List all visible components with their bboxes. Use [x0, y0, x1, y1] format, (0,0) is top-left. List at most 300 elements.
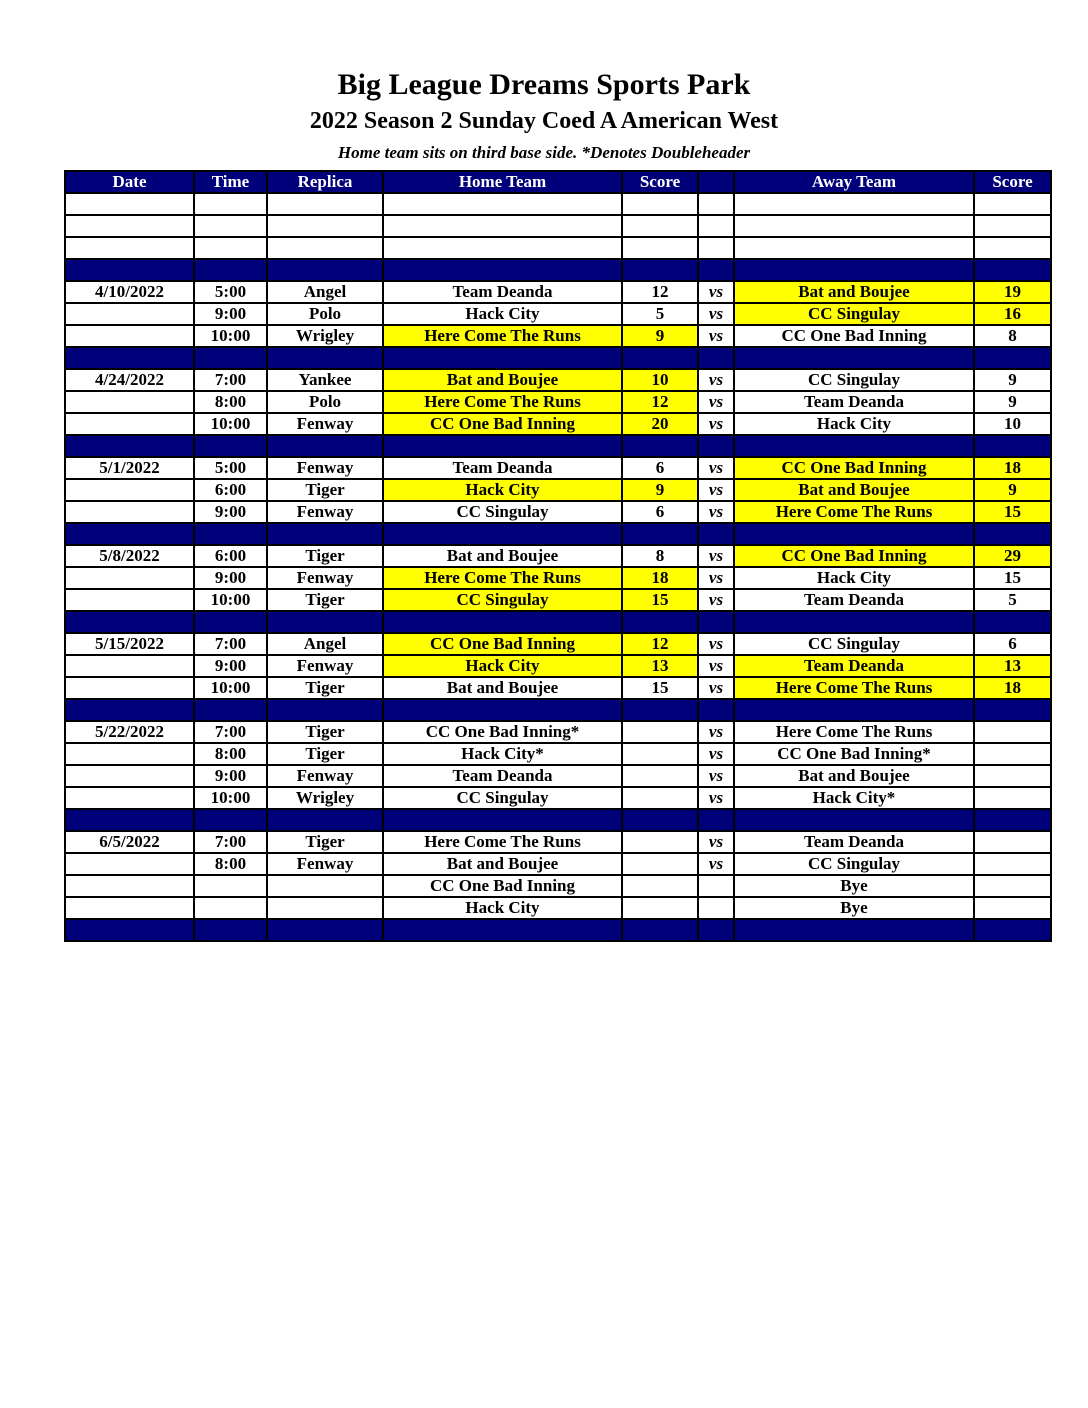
away-score-cell: 16	[974, 303, 1051, 325]
vs-cell: vs	[698, 281, 734, 303]
blank-cell	[698, 215, 734, 237]
game-row	[65, 567, 1051, 589]
time-cell: 9:00	[194, 655, 267, 677]
blank-cell	[383, 215, 622, 237]
home-score-cell	[622, 853, 698, 875]
replica-cell: Yankee	[267, 369, 383, 391]
date-cell	[65, 787, 194, 809]
time-cell: 7:00	[194, 633, 267, 655]
away-team-cell: CC Singulay	[734, 369, 974, 391]
time-cell: 7:00	[194, 369, 267, 391]
home-score-cell	[622, 743, 698, 765]
separator-cell	[383, 523, 622, 545]
away-score-cell	[974, 765, 1051, 787]
time-cell: 10:00	[194, 677, 267, 699]
col-home-score: Score	[622, 171, 698, 193]
time-cell: 7:00	[194, 831, 267, 853]
home-team-cell: Here Come The Runs	[383, 325, 622, 347]
separator-cell	[194, 347, 267, 369]
vs-cell: vs	[698, 567, 734, 589]
game-row	[65, 501, 1051, 523]
separator-cell	[267, 259, 383, 281]
away-team-cell: Bye	[734, 897, 974, 919]
blank-cell	[974, 237, 1051, 259]
replica-cell: Fenway	[267, 457, 383, 479]
vs-cell: vs	[698, 545, 734, 567]
replica-cell	[267, 897, 383, 919]
game-row	[65, 413, 1051, 435]
blank-cell	[734, 237, 974, 259]
separator-cell	[194, 611, 267, 633]
blank-cell	[974, 193, 1051, 215]
game-row	[65, 633, 1051, 655]
home-team-cell: Bat and Boujee	[383, 545, 622, 567]
blank-cell	[622, 193, 698, 215]
date-cell	[65, 765, 194, 787]
separator-cell	[622, 347, 698, 369]
separator-cell	[622, 699, 698, 721]
separator-cell	[65, 523, 194, 545]
away-score-cell: 15	[974, 501, 1051, 523]
away-score-cell: 9	[974, 391, 1051, 413]
separator-cell	[383, 435, 622, 457]
vs-cell: vs	[698, 457, 734, 479]
vs-cell: vs	[698, 325, 734, 347]
time-cell: 5:00	[194, 281, 267, 303]
date-cell	[65, 479, 194, 501]
separator-cell	[974, 919, 1051, 941]
away-team-cell: Team Deanda	[734, 655, 974, 677]
home-team-cell: Here Come The Runs	[383, 567, 622, 589]
date-cell	[65, 501, 194, 523]
vs-cell: vs	[698, 479, 734, 501]
away-team-cell: CC One Bad Inning	[734, 325, 974, 347]
vs-cell: vs	[698, 303, 734, 325]
home-score-cell	[622, 897, 698, 919]
away-score-cell	[974, 787, 1051, 809]
game-row	[65, 853, 1051, 875]
home-team-cell: Hack City	[383, 479, 622, 501]
time-cell: 8:00	[194, 391, 267, 413]
home-score-cell: 15	[622, 589, 698, 611]
vs-cell: vs	[698, 721, 734, 743]
separator-cell	[698, 611, 734, 633]
time-cell: 6:00	[194, 545, 267, 567]
separator-cell	[383, 611, 622, 633]
away-score-cell: 6	[974, 633, 1051, 655]
replica-cell: Angel	[267, 633, 383, 655]
blank-cell	[383, 193, 622, 215]
away-score-cell: 18	[974, 677, 1051, 699]
home-team-cell: Hack City	[383, 303, 622, 325]
home-team-cell: Hack City	[383, 897, 622, 919]
date-cell: 4/24/2022	[65, 369, 194, 391]
page-title: Big League Dreams Sports Park	[337, 68, 751, 101]
separator-cell	[974, 435, 1051, 457]
home-team-cell: CC Singulay	[383, 501, 622, 523]
separator-cell	[698, 347, 734, 369]
game-row	[65, 545, 1051, 567]
separator-row	[65, 347, 1051, 369]
replica-cell: Fenway	[267, 765, 383, 787]
separator-cell	[267, 809, 383, 831]
vs-cell: vs	[698, 831, 734, 853]
home-score-cell: 10	[622, 369, 698, 391]
separator-cell	[734, 611, 974, 633]
col-vs	[698, 171, 734, 193]
replica-cell: Polo	[267, 303, 383, 325]
replica-cell: Tiger	[267, 743, 383, 765]
time-cell: 6:00	[194, 479, 267, 501]
away-score-cell: 15	[974, 567, 1051, 589]
separator-cell	[698, 699, 734, 721]
schedule-body	[65, 193, 1051, 941]
date-cell	[65, 413, 194, 435]
time-cell: 10:00	[194, 413, 267, 435]
blank-cell	[974, 215, 1051, 237]
time-cell: 9:00	[194, 567, 267, 589]
away-team-cell: CC One Bad Inning	[734, 457, 974, 479]
separator-cell	[622, 611, 698, 633]
vs-cell	[698, 875, 734, 897]
separator-cell	[267, 611, 383, 633]
separator-cell	[383, 347, 622, 369]
time-cell: 10:00	[194, 589, 267, 611]
time-cell: 9:00	[194, 765, 267, 787]
date-cell	[65, 853, 194, 875]
time-cell: 9:00	[194, 303, 267, 325]
time-cell: 10:00	[194, 787, 267, 809]
col-away-team: Away Team	[734, 171, 974, 193]
home-score-cell	[622, 765, 698, 787]
separator-cell	[974, 611, 1051, 633]
vs-cell: vs	[698, 765, 734, 787]
separator-cell	[267, 523, 383, 545]
separator-cell	[194, 523, 267, 545]
home-score-cell: 12	[622, 391, 698, 413]
home-score-cell: 20	[622, 413, 698, 435]
vs-cell: vs	[698, 677, 734, 699]
away-team-cell: Bat and Boujee	[734, 765, 974, 787]
home-score-cell: 12	[622, 281, 698, 303]
home-team-cell: Here Come The Runs	[383, 831, 622, 853]
replica-cell: Wrigley	[267, 325, 383, 347]
blank-row	[65, 193, 1051, 215]
game-row	[65, 589, 1051, 611]
home-team-cell: Team Deanda	[383, 457, 622, 479]
replica-cell: Polo	[267, 391, 383, 413]
separator-row	[65, 259, 1051, 281]
away-score-cell: 9	[974, 369, 1051, 391]
separator-row	[65, 523, 1051, 545]
separator-cell	[698, 259, 734, 281]
time-cell: 8:00	[194, 743, 267, 765]
away-team-cell: Team Deanda	[734, 391, 974, 413]
separator-cell	[698, 523, 734, 545]
away-team-cell: Bat and Boujee	[734, 479, 974, 501]
separator-cell	[383, 699, 622, 721]
time-cell: 10:00	[194, 325, 267, 347]
separator-cell	[734, 435, 974, 457]
game-row	[65, 303, 1051, 325]
blank-cell	[698, 193, 734, 215]
date-cell	[65, 303, 194, 325]
separator-cell	[65, 809, 194, 831]
date-cell	[65, 589, 194, 611]
vs-cell: vs	[698, 787, 734, 809]
replica-cell: Wrigley	[267, 787, 383, 809]
home-team-cell: CC One Bad Inning	[383, 875, 622, 897]
separator-cell	[267, 435, 383, 457]
away-team-cell: Here Come The Runs	[734, 721, 974, 743]
col-replica: Replica	[267, 171, 383, 193]
home-score-cell	[622, 831, 698, 853]
home-team-cell: Bat and Boujee	[383, 677, 622, 699]
col-time: Time	[194, 171, 267, 193]
separator-cell	[383, 919, 622, 941]
page-subtitle: 2022 Season 2 Sunday Coed A American West	[309, 108, 779, 134]
separator-cell	[194, 259, 267, 281]
schedule-table	[64, 170, 1052, 942]
separator-cell	[734, 699, 974, 721]
separator-cell	[383, 259, 622, 281]
time-cell: 5:00	[194, 457, 267, 479]
date-cell: 5/15/2022	[65, 633, 194, 655]
separator-cell	[734, 919, 974, 941]
home-score-cell: 9	[622, 479, 698, 501]
away-score-cell	[974, 897, 1051, 919]
vs-cell: vs	[698, 743, 734, 765]
separator-row	[65, 919, 1051, 941]
separator-cell	[734, 259, 974, 281]
blank-cell	[734, 193, 974, 215]
home-score-cell: 12	[622, 633, 698, 655]
vs-cell	[698, 897, 734, 919]
replica-cell: Fenway	[267, 413, 383, 435]
replica-cell: Fenway	[267, 655, 383, 677]
game-row	[65, 369, 1051, 391]
replica-cell: Fenway	[267, 567, 383, 589]
separator-cell	[698, 919, 734, 941]
date-cell: 6/5/2022	[65, 831, 194, 853]
home-score-cell: 6	[622, 501, 698, 523]
vs-cell: vs	[698, 501, 734, 523]
time-cell	[194, 897, 267, 919]
time-cell: 9:00	[194, 501, 267, 523]
away-score-cell: 18	[974, 457, 1051, 479]
away-score-cell: 10	[974, 413, 1051, 435]
replica-cell: Tiger	[267, 721, 383, 743]
away-score-cell: 5	[974, 589, 1051, 611]
vs-cell: vs	[698, 589, 734, 611]
separator-row	[65, 611, 1051, 633]
away-score-cell: 13	[974, 655, 1051, 677]
date-cell	[65, 743, 194, 765]
separator-cell	[734, 523, 974, 545]
home-team-cell: CC Singulay	[383, 589, 622, 611]
blank-cell	[622, 237, 698, 259]
home-team-cell: CC One Bad Inning*	[383, 721, 622, 743]
game-row	[65, 281, 1051, 303]
away-score-cell: 8	[974, 325, 1051, 347]
date-cell: 4/10/2022	[65, 281, 194, 303]
away-score-cell: 9	[974, 479, 1051, 501]
home-score-cell: 18	[622, 567, 698, 589]
separator-cell	[383, 809, 622, 831]
home-team-cell: CC One Bad Inning	[383, 413, 622, 435]
separator-cell	[194, 809, 267, 831]
blank-cell	[194, 193, 267, 215]
separator-row	[65, 809, 1051, 831]
time-cell: 7:00	[194, 721, 267, 743]
game-row	[65, 655, 1051, 677]
col-home-team: Home Team	[383, 171, 622, 193]
date-cell	[65, 655, 194, 677]
home-score-cell: 13	[622, 655, 698, 677]
separator-cell	[65, 347, 194, 369]
blank-cell	[267, 193, 383, 215]
away-team-cell: Hack City	[734, 413, 974, 435]
blank-cell	[194, 237, 267, 259]
date-cell: 5/8/2022	[65, 545, 194, 567]
home-score-cell: 9	[622, 325, 698, 347]
replica-cell: Fenway	[267, 501, 383, 523]
time-cell: 8:00	[194, 853, 267, 875]
blank-cell	[622, 215, 698, 237]
separator-cell	[65, 919, 194, 941]
vs-cell: vs	[698, 369, 734, 391]
home-score-cell: 8	[622, 545, 698, 567]
away-team-cell: Hack City*	[734, 787, 974, 809]
separator-cell	[65, 259, 194, 281]
replica-cell: Tiger	[267, 545, 383, 567]
header-row	[65, 171, 1051, 193]
blank-cell	[65, 237, 194, 259]
home-team-cell: Here Come The Runs	[383, 391, 622, 413]
separator-cell	[734, 809, 974, 831]
col-away-score: Score	[974, 171, 1051, 193]
vs-cell: vs	[698, 391, 734, 413]
blank-row	[65, 237, 1051, 259]
separator-cell	[267, 919, 383, 941]
game-row	[65, 897, 1051, 919]
replica-cell: Tiger	[267, 677, 383, 699]
separator-cell	[622, 435, 698, 457]
away-score-cell	[974, 743, 1051, 765]
separator-cell	[622, 809, 698, 831]
date-cell	[65, 897, 194, 919]
home-team-cell: Bat and Boujee	[383, 369, 622, 391]
vs-cell: vs	[698, 633, 734, 655]
separator-cell	[974, 699, 1051, 721]
away-team-cell: CC Singulay	[734, 303, 974, 325]
blank-cell	[65, 193, 194, 215]
home-team-cell: Hack City	[383, 655, 622, 677]
date-cell: 5/1/2022	[65, 457, 194, 479]
game-row	[65, 457, 1051, 479]
away-team-cell: Team Deanda	[734, 831, 974, 853]
date-cell	[65, 325, 194, 347]
date-cell	[65, 391, 194, 413]
col-date: Date	[65, 171, 194, 193]
separator-cell	[194, 699, 267, 721]
date-cell	[65, 567, 194, 589]
home-score-cell	[622, 875, 698, 897]
away-team-cell: Here Come The Runs	[734, 501, 974, 523]
separator-cell	[698, 435, 734, 457]
date-cell: 5/22/2022	[65, 721, 194, 743]
game-row	[65, 479, 1051, 501]
blank-cell	[267, 237, 383, 259]
vs-cell: vs	[698, 655, 734, 677]
blank-cell	[383, 237, 622, 259]
away-team-cell: CC Singulay	[734, 853, 974, 875]
separator-cell	[622, 259, 698, 281]
schedule-note: Home team sits on third base side. *Denotes Doubleheader	[337, 143, 751, 162]
game-row	[65, 831, 1051, 853]
game-row	[65, 787, 1051, 809]
away-score-cell	[974, 721, 1051, 743]
away-team-cell: Bye	[734, 875, 974, 897]
away-score-cell: 29	[974, 545, 1051, 567]
separator-cell	[267, 699, 383, 721]
replica-cell: Tiger	[267, 589, 383, 611]
replica-cell: Tiger	[267, 831, 383, 853]
home-score-cell	[622, 721, 698, 743]
separator-cell	[622, 919, 698, 941]
game-row	[65, 391, 1051, 413]
vs-cell: vs	[698, 853, 734, 875]
date-cell	[65, 677, 194, 699]
game-row	[65, 677, 1051, 699]
replica-cell: Angel	[267, 281, 383, 303]
separator-cell	[622, 523, 698, 545]
game-row	[65, 721, 1051, 743]
game-row	[65, 325, 1051, 347]
home-team-cell: Bat and Boujee	[383, 853, 622, 875]
blank-cell	[267, 215, 383, 237]
time-cell	[194, 875, 267, 897]
home-team-cell: Team Deanda	[383, 281, 622, 303]
blank-cell	[698, 237, 734, 259]
away-team-cell: Here Come The Runs	[734, 677, 974, 699]
separator-cell	[698, 809, 734, 831]
game-row	[65, 743, 1051, 765]
separator-cell	[65, 435, 194, 457]
blank-row	[65, 215, 1051, 237]
away-team-cell: CC One Bad Inning*	[734, 743, 974, 765]
away-team-cell: CC One Bad Inning	[734, 545, 974, 567]
separator-cell	[734, 347, 974, 369]
away-team-cell: Bat and Boujee	[734, 281, 974, 303]
game-row	[65, 875, 1051, 897]
home-score-cell: 15	[622, 677, 698, 699]
separator-cell	[267, 347, 383, 369]
away-score-cell: 19	[974, 281, 1051, 303]
replica-cell	[267, 875, 383, 897]
home-score-cell: 5	[622, 303, 698, 325]
separator-cell	[974, 809, 1051, 831]
away-team-cell: Hack City	[734, 567, 974, 589]
separator-cell	[194, 435, 267, 457]
separator-cell	[65, 699, 194, 721]
replica-cell: Fenway	[267, 853, 383, 875]
home-team-cell: Hack City*	[383, 743, 622, 765]
vs-cell: vs	[698, 413, 734, 435]
separator-row	[65, 699, 1051, 721]
away-team-cell: Team Deanda	[734, 589, 974, 611]
date-cell	[65, 875, 194, 897]
